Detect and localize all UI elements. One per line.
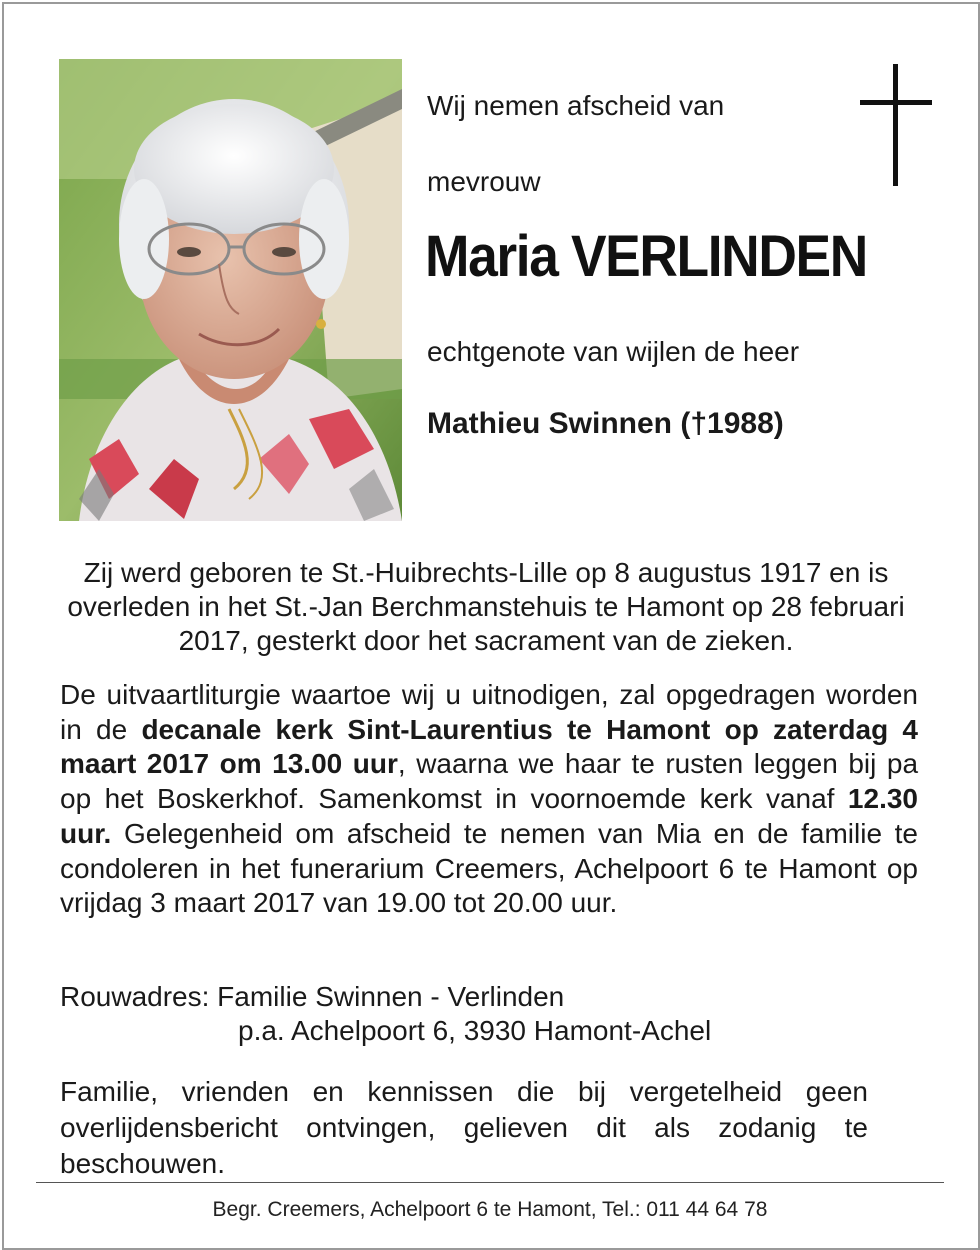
deceased-name: Maria VERLINDEN: [425, 224, 867, 289]
intro-text: Wij nemen afscheid van: [427, 90, 725, 121]
funeral-text-2: , waarna we haar te rusten leggen bij pa op het Boskerkhof. Samenkomst in voornoemde kerk vanaf: [60, 748, 919, 815]
funeral-paragraph: [60, 678, 918, 921]
title-word: mevrouw: [427, 166, 541, 197]
footer-divider: [36, 1182, 944, 1183]
notice-paragraph: Familie, vrienden en kennissen die bij vergetelheid geen overlijdensbericht ontvingen, gelieven dit als zodanig te beschouwen.: [60, 1076, 868, 1179]
funeral-text-1: De uitvaartliturgie waartoe wij u uitnodigen, zal opgedragen worden in de: [60, 679, 918, 745]
gathering-time: 12.30 uur.: [60, 783, 918, 849]
spouse-name: Mathieu Swinnen (†1988): [427, 407, 784, 440]
cross-icon: [858, 64, 934, 186]
funeral-home-footer: Begr. Creemers, Achelpoort 6 te Hamont, Tel.: 011 44 64 78: [212, 1198, 768, 1221]
address-line-2: p.a. Achelpoort 6, 3930 Hamont-Achel: [238, 1015, 712, 1046]
funeral-church-date: decanale kerk Sint-Laurentius te Hamont op zaterdag 4 maart 2017 om 13.00 uur: [60, 713, 919, 780]
spouse-label: echtgenote van wijlen de heer: [427, 336, 800, 367]
mourning-address: [60, 980, 711, 1048]
funeral-text-3: Gelegenheid om afscheid te nemen van Mia en de familie te condoleren in het funerarium Creemers, Achelpoort 6 te Hamont op vrijdag 3 maart 2017 van 19.00 tot 20.00 uur.: [60, 817, 918, 919]
birth-death-paragraph: Zij werd geboren te St.-Huibrechts-Lille op 8 augustus 1917 en is overleden in het St.-Jan Berchmanstehuis te Hamont op 28 februari 2017, gesterkt door het sacrament van de zieken.: [67, 557, 905, 656]
portrait-photo: [59, 59, 402, 521]
address-line-1: Rouwadres: Familie Swinnen - Verlinden: [60, 981, 565, 1012]
